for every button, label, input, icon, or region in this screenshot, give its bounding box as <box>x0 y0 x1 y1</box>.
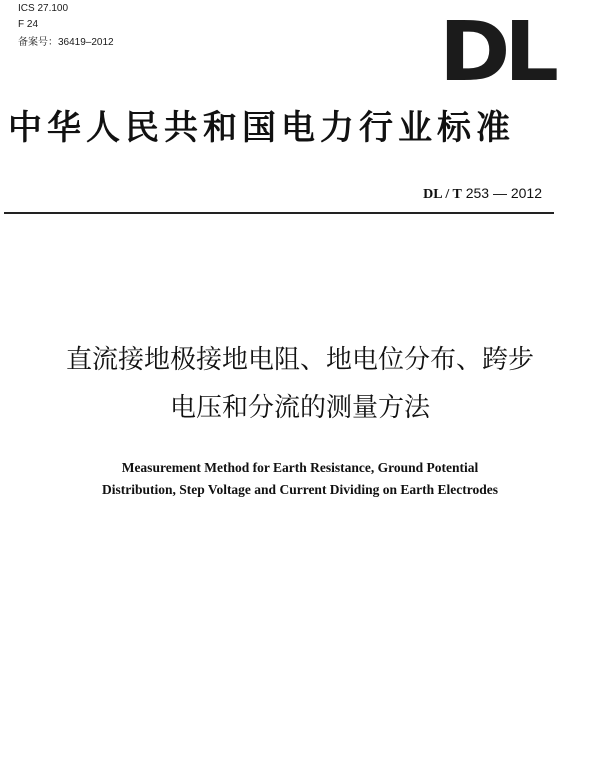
title-english-line-2: Distribution, Step Voltage and Current Dividing on Earth Electrodes <box>102 482 498 497</box>
ics-code: ICS 27.100 <box>18 3 69 14</box>
title-chinese-line-1: 直流接地极接地电阻、地电位分布、跨步 <box>65 345 534 375</box>
standard-number <box>423 184 542 204</box>
organization-title: 中华人民共和国电力行业标准 <box>8 108 515 148</box>
standard-number-value: 253 — 2012 <box>465 185 542 201</box>
record-number: 备案号：36419–2012 <box>18 37 114 48</box>
title-english-line-1: Measurement Method for Earth Resistance, Ground Potential <box>121 460 479 475</box>
header-divider <box>4 212 554 214</box>
title-chinese-line-2: 电压和分流的测量方法 <box>169 393 430 423</box>
dl-logo: DL <box>439 5 553 100</box>
standard-code: DL / T <box>423 187 462 202</box>
classification-code: F 24 <box>18 19 39 30</box>
